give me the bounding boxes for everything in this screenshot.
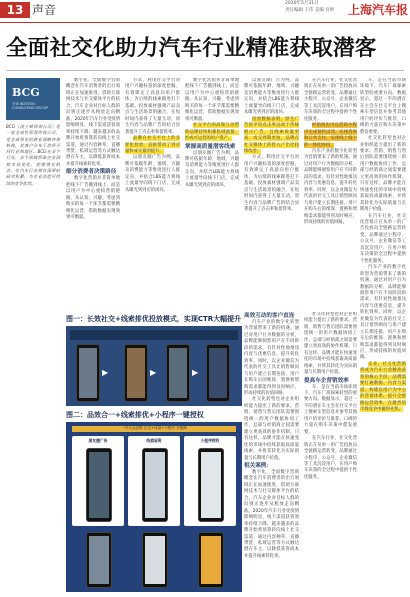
issue-date: 2020年5月31日 [285,1,319,6]
phone-mockup [86,532,112,588]
phone-mockup [76,344,100,402]
body-column-6 [360,78,406,586]
highlight: 社交平台的高频互动帮助品牌持续积累私域流量，形成可运营的用户资产。 [185,123,239,142]
paragraph: 社交化转型也对企业组织能力提出了新的要求。营销、销售与售后团队需要围绕统一的用户数据协同工作，总部与经销商之间需要建立更高效的协作机制。只有这样，品牌才能在快速变化的市场中持续获取高质量线索，并将其转化为实际销量与长期用户价值。 [244,397,299,461]
arrow-icon: ▶ [150,368,157,377]
highlight: 未来，社交化营销将成为汽车行业精准获客的核心手段，品牌需要打通数据、内容与渠道，构建以用户为中心的营销体系，提升全链路运营效率，在激烈的市场竞争中赢得先机。 [360,361,406,413]
figure-2-ribbon: 一汽大众品牌 社交+线索+小程序 全链路 [72,426,236,432]
figure-1-caption: 图一：长效社交+线索排优投放模式，实现CTR大幅提升 [66,315,242,323]
figure-2-image [66,422,242,592]
body-column-7 [244,312,299,586]
article-headline: 全面社交化助力汽车行业精准获取潜客 [6,36,377,61]
highlighted-paragraph [304,123,357,149]
figure-2-caption: 图二：品效合一+线索排优+小程序一键授权 [66,411,204,419]
paragraph: 数字化营销并非简单地把线下广告搬到线上，而是以用户为中心重构营销链路，从认知、兴趣、考虑到购买的每一个环节都需要精细化运营，借助数据实现效果可衡量。 [185,78,239,122]
highlighted-paragraph [360,362,406,414]
phone-mockup [206,344,230,402]
body-column-3 [185,78,239,310]
highlight: 投放数据表明，原生广告的平均点击率远高于传统展示广告，且线索质量更高、成交周期更短，品牌在社交媒体上的投入产出比持续改善。 [244,116,299,154]
panel-title: 朋友圈广告 [88,438,108,443]
phone-mockup [198,532,224,588]
figure-strip [70,330,238,340]
subheading: 高效互动的客户直连 [244,313,295,319]
bcg-logo-subtitle: THE BOSTON CONSULTING GROUP [12,102,49,110]
author-sidebar [6,78,60,318]
paragraph: 方式，利用社交平台对用户兴趣标签的深度挖掘，有效锁定了高意向用户群体，为后续的线索跟进打下基础。投放素材强调产品卖点与生活场景的融合，在短时间内获得了大量互动，原生内容与品牌广告的结合显著提升了点击率和留资率。 [125,78,180,135]
figure-2-panel [72,436,124,526]
highlighted-paragraph [185,123,239,142]
header-divider [0,22,410,23]
subheading: 提高车企营销效率 [304,377,349,384]
phone-mockup [142,532,168,588]
paragraph: 数字化、全面数字营销概念在汽车消费者的出行领域正在加速推进，借助互联网技术与社交媒体平台的结合，汽车企业对目标人群的识别正逐步从粗放走向精准。2020年汽车行业受疫情影响明显，线下渠道获客效率持续下降，越来越多的品牌开始将预算转向线上社交渠道，通过内容种草、直播带货、私域运营等方式触达潜在车主，以降低获客成本并提升线索转化率。 [66,78,120,167]
body-column-5 [304,78,357,310]
panel-title: 小程序授权 [200,438,220,443]
phone-mockup [198,448,224,522]
subheading: 相关案例： [244,462,272,469]
highlighted-paragraph [244,117,299,156]
paragraph: 数字化营销并非简单地把线下广告搬到线上，而是以用户为中心重构营销链路，从认知、兴趣、考虑到购买的每一个环节都需要精细化运营，借助数据实现效果可衡量。 [66,176,120,221]
paragraph: 以朋友圈广告为例，品牌可依据年龄、地域、兴趣及消费能力等维度进行人群定向，并结合LBS能力将线上流量导向线下门店，完成从曝光到到店的闭环。 [125,155,180,193]
body-column-1 [66,78,120,310]
paragraph: 汽车产业的数字化转型为营销带来了新的机遇。通过对用户行为数据的分析，品牌能够洞察用户在不同阶段的需求，有针对性地推送内容与优惠信息，提升转化效率。同时，以企业微信为代表的社交工具让销售顾问与用户建立长期连接，用户在购车后的维保、置换和增购需求都能得到及时响应，形成持续的价值回路。 [244,320,299,396]
page-number: 13 [0,2,30,18]
bcg-logo: BCG [12,86,40,99]
section-title: 声音 [32,3,57,17]
newspaper-masthead: 上海汽车报 [348,3,409,17]
paragraph: 在汽车行业，社交化营销正在从单一的广告投放向全链路运营转变。品牌通过小程序、公众号、企业微信等工具沉淀用户，在用户购车决策的全过程中提供个性化服务。 [304,436,357,480]
headline-divider [6,70,404,71]
paragraph: 以朋友圈广告为例，品牌可依据年龄、地域、兴趣及消费能力等维度进行人群定向，并结合LBS能力将线上流量导向线下门店，完成从曝光到到店的闭环。 [244,78,299,116]
editor-credits: 责任编辑 王伟 美编 宫婷 [285,8,335,13]
bcg-logo-box [6,78,60,120]
figure-2-panel [128,436,180,526]
panel-title: 线索留资 [146,438,162,443]
paragraph: 车，是在当前市场环境下，汽车厂商探索转型的重要方向。数据显示，超过一半的潜在车主会在社交平台上搜索车型信息并参考其他用户的评价与推荐，口碑的力量在购车决策中愈发重要。 [360,78,406,135]
phone-mockup [86,448,112,522]
body-column-2 [125,78,180,310]
highlight: 品牌在社交平台上的多样化投放，直接带动了到店量和成交量的提升。 [125,136,180,154]
subheading: 掌握高质量潜客线索 [185,143,236,150]
author-intro: BCG（波士顿咨询公司）是一家全球性管理咨询公司，是全球领先的商业战略咨询机构，其客户分布于世界不同行业和地区。BCG在多个行业、多个领域帮助企业洞察市场变化、把握增长机会，在汽车行业拥有深厚的研究积累，为企业创造可持续的竞争优势。 [6,124,60,186]
phone-mockup [142,448,168,522]
arrow-icon: ▶ [192,368,199,377]
paragraph: 数字化、全面数字营销概念在汽车消费者的出行领域正在加速推进，借助互联网技术与社交媒体平台的结合，汽车企业对目标人群的识别正逐步从粗放走向精准。2020年汽车行业受疫情影响明显，线下渠道获客效率持续下降，越来越多的品牌开始将预算转向线上社交渠道，通过内容种草、直播带货、私域运营等方式触达潜在车主，以降低获客成本并提升线索转化率。 [244,469,299,559]
body-column-8 [304,312,357,586]
figure-1-image [66,326,242,406]
page-header [0,0,410,22]
highlighted-paragraph [125,136,180,155]
phone-mockup [166,344,190,402]
paragraph: 汽车产业的数字化转型为营销带来了新的机遇。通过对用户行为数据的分析，品牌能够洞察用户在不同阶段的需求，有针对性地推送内容与优惠信息，提升转化效率。同时，以企业微信为代表的社交工具让销售顾问与用户建立长期连接，用户在购车后的维保、置换和增购需求都能得到及时响应，形成持续的价值回路。 [304,148,357,225]
body-column-4 [244,78,299,310]
paragraph: 以朋友圈广告为例，品牌可依据年龄、地域、兴趣及消费能力等维度进行人群定向，并结合LBS能力将线上流量导向线下门店，完成从曝光到到店的闭环。 [185,150,239,188]
paragraph: 在汽车行业，社交化营销正在从单一的广告投放向全链路运营转变。品牌通过小程序、公众号、企业微信等工具沉淀用户，在用户购车决策的全过程中提供个性化服务。 [360,213,406,264]
highlight: 经销商也可以借助小程序完成预约试驾、在线咨询和订单支付，实现线上线下的一体化协同。 [304,123,357,148]
figure-2-panel [184,436,236,526]
phone-mockup [124,344,148,402]
subheading: 细分消费者决策路径 [66,169,117,176]
paragraph: 方式，利用社交平台对用户兴趣标签的深度挖掘，有效锁定了高意向用户群体，为后续的线索跟进打下基础。投放素材强调产品卖点与生活场景的融合，在短时间内获得了大量互动，原生内容与品牌广告的结合显著提升了点击率和留资率。 [244,155,299,213]
paragraph: 社交化转型也对企业组织能力提出了新的要求。营销、销售与售后团队需要围绕统一的用户数据协同工作，总部与经销商之间需要建立更高效的协作机制。只有这样，品牌才能在快速变化的市场中持续获取高质量线索，并将其转化为实际销量与长期用户价值。 [304,312,357,376]
arrow-icon: ▶ [102,368,109,377]
paragraph: 汽车产业的数字化转型为营销带来了新的机遇。通过对用户行为数据的分析，品牌能够洞察用户在不同阶段的需求，有针对性地推送内容与优惠信息，提升转化效率。同时，以企业微信为代表的社交工具让销售顾问与用户建立长期连接，用户在购车后的维保、置换和增购需求都能得到及时响应，形成持续的价值回路。 [360,265,406,361]
paragraph: 车，是在当前市场环境下，汽车厂商探索转型的重要方向。数据显示，超过一半的潜在车主会在社交平台上搜索车型信息并参考其他用户的评价与推荐，口碑的力量在购车决策中愈发重要。 [304,384,357,435]
paragraph: 在汽车行业，社交化营销正在从单一的广告投放向全链路运营转变。品牌通过小程序、公众号、企业微信等工具沉淀用户，在用户购车决策的全过程中提供个性化服务。 [304,78,357,122]
paragraph: 社交化转型也对企业组织能力提出了新的要求。营销、销售与售后团队需要围绕统一的用户数据协同工作，总部与经销商之间需要建立更高效的协作机制。只有这样，品牌才能在快速变化的市场中持续获取高质量线索，并将其转化为实际销量与长期用户价值。 [360,136,406,213]
